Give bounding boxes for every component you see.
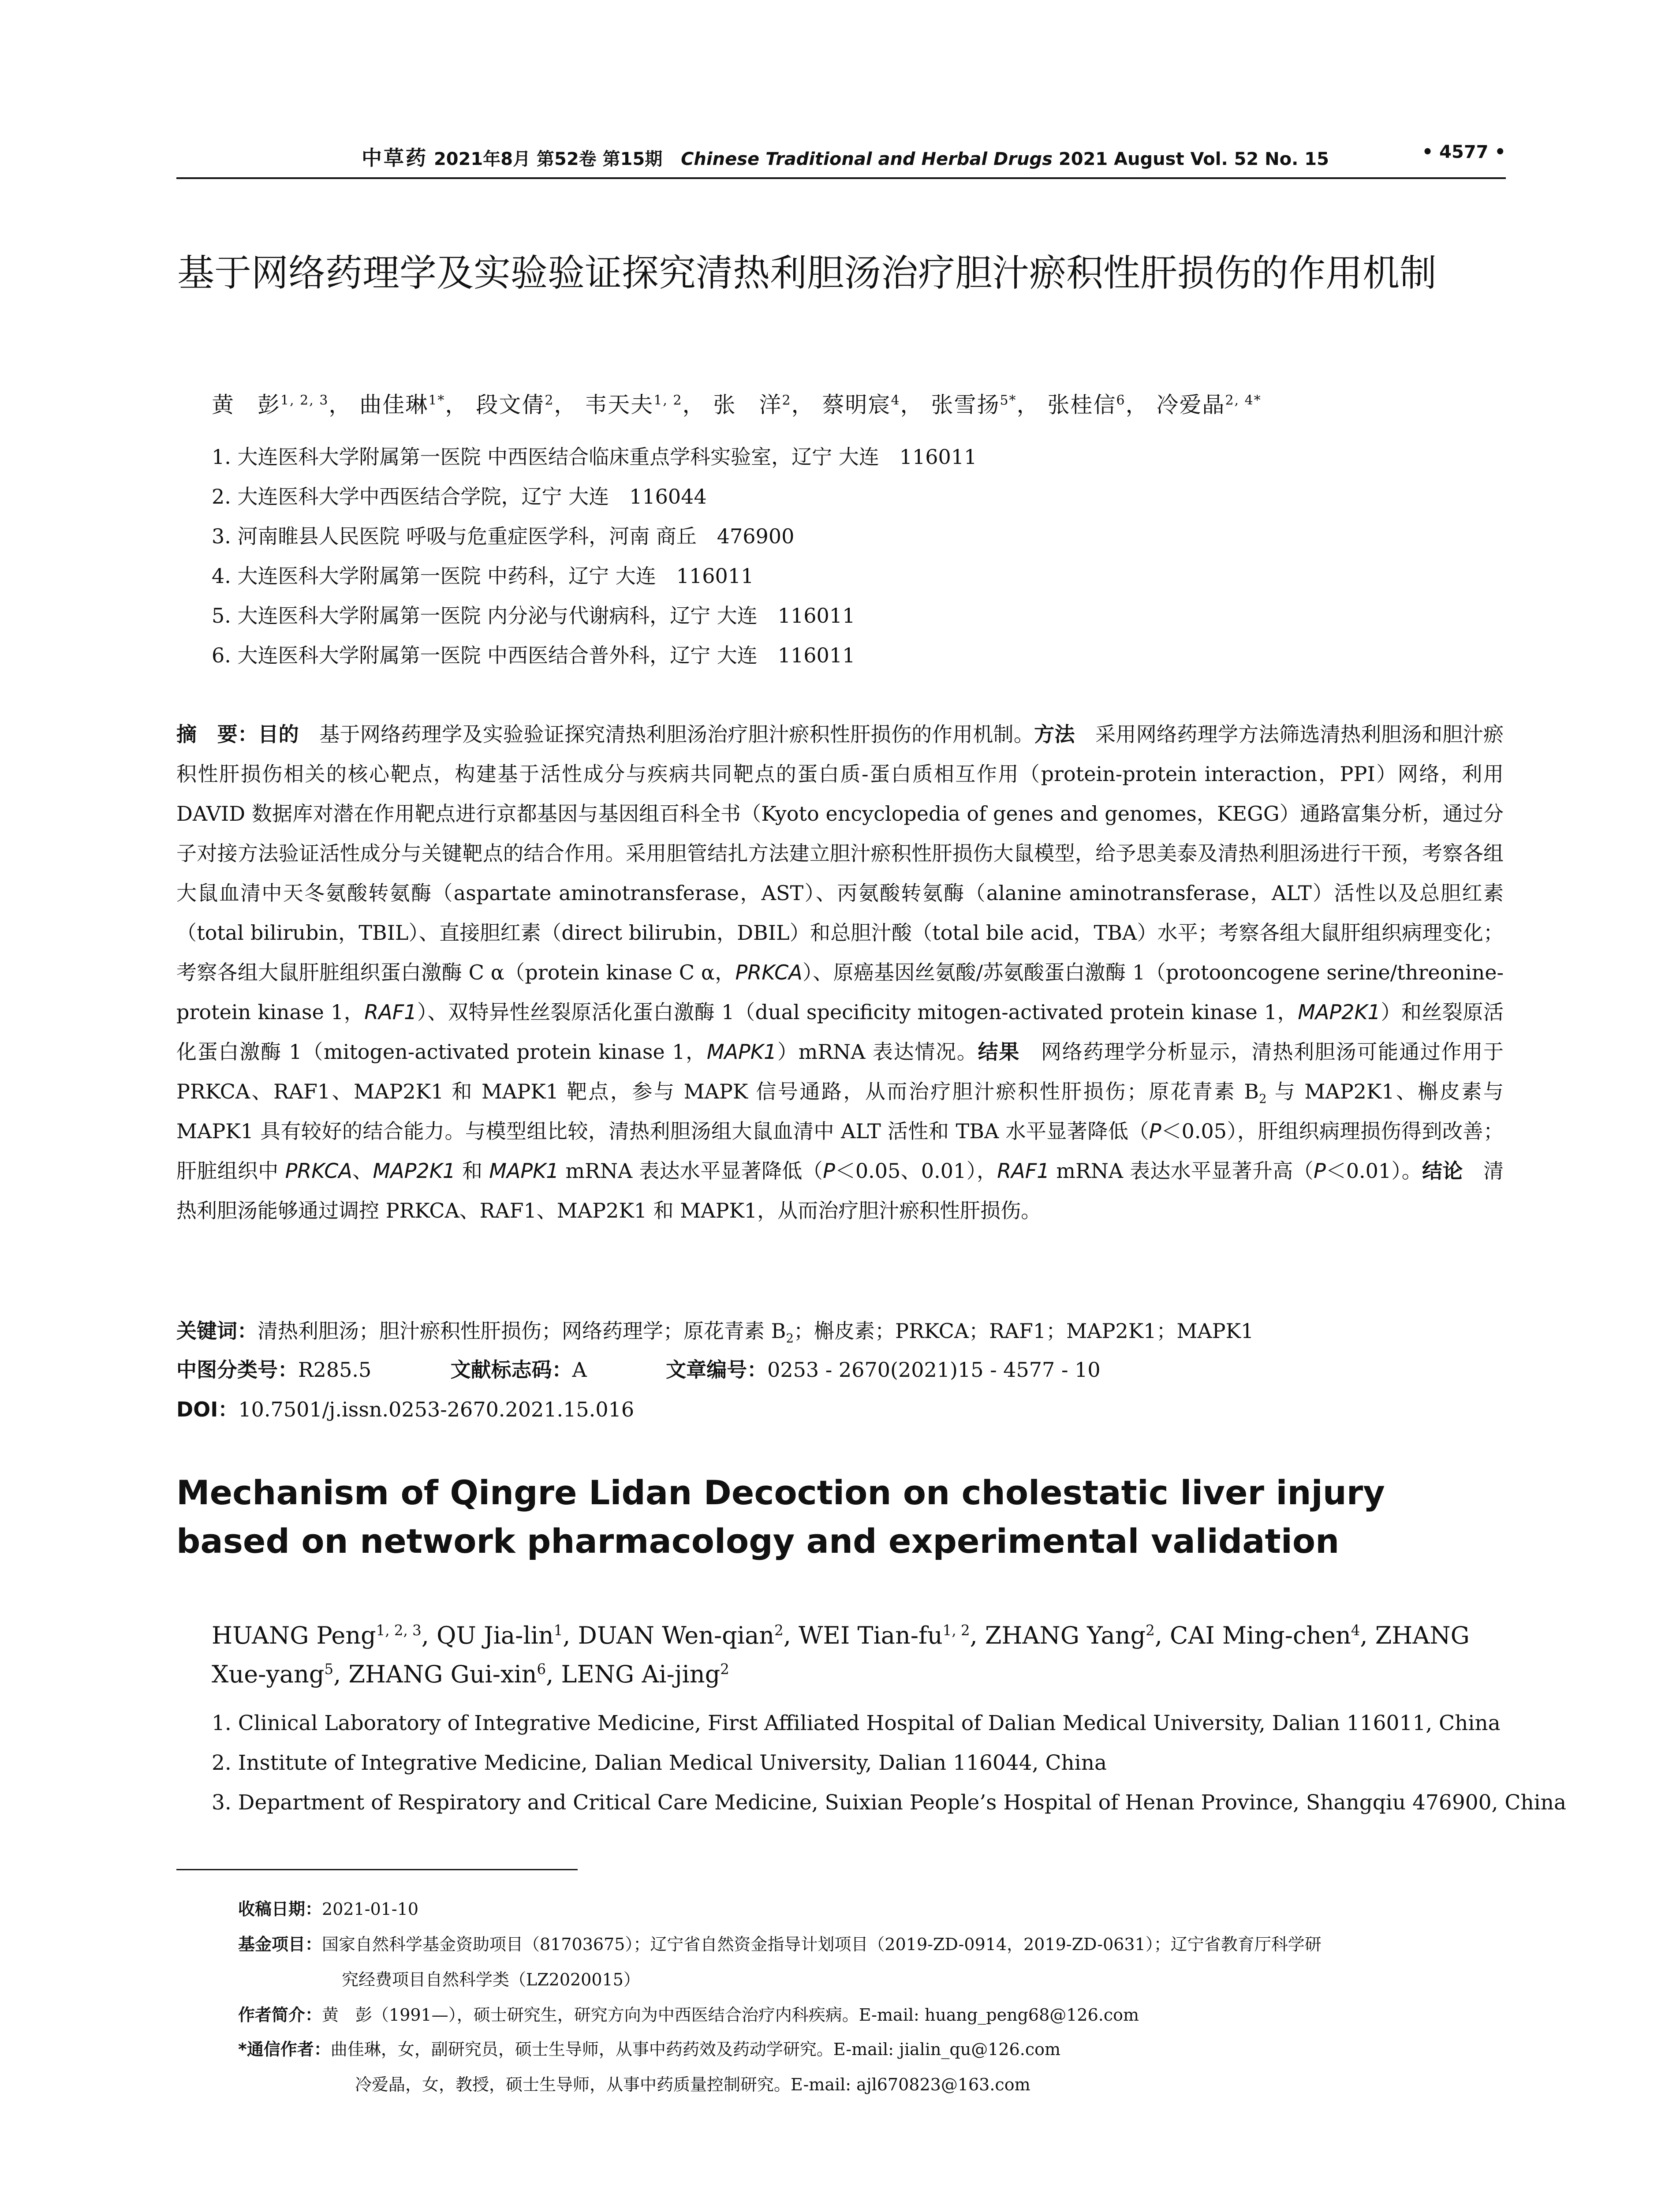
conclusion-text: 清热利胆汤能够通过调控 PRKCA、RAF1、MAP2K1 和 MAPK1，从而治疗胆汁瘀积性肝损伤。 <box>176 1159 1504 1222</box>
author-cn: 冷爱晶$^{2, 4*}$ <box>1156 392 1262 418</box>
p-value-symbol: P <box>1313 1159 1326 1183</box>
conclusion-label: 结论 <box>1422 1159 1463 1183</box>
gene-name: MAP2K1 <box>373 1159 456 1183</box>
subscript: 2 <box>786 1331 794 1346</box>
author-en: ZHANG Gui-xin$^6$ <box>348 1660 546 1688</box>
gene-name: PRKCA <box>285 1159 352 1183</box>
title-en: Mechanism of Qingre Lidan Decoction on cholestatic liver injury based on network pharmacology and experimental validation <box>176 1473 1385 1561</box>
results-text: 、 <box>352 1159 373 1183</box>
keywords-text: ；槲皮素；PRKCA；RAF1；MAP2K1；MAPK1 <box>794 1319 1254 1343</box>
author-en: LENG Ai-jing$^2$ <box>561 1660 729 1688</box>
abstract-label: 摘 要： <box>176 722 258 746</box>
author-en: ZHANG Yang$^2$ <box>985 1622 1155 1649</box>
keywords-text: 清热利胆汤；胆汁瘀积性肝损伤；网络药理学；原花青素 B <box>258 1319 786 1343</box>
doi-row <box>176 1394 634 1423</box>
results-text: 与 MAP2K1、槲皮素与 MAPK1 具有较好的结合能力。与模型组比较，清热利胆汤组大鼠血清中 ALT 活性和 TBA 水平显著降低（ <box>176 1080 1504 1143</box>
author-cn: 段文倩$^2$ <box>476 392 554 418</box>
journal-name-cn: 中草药 <box>362 146 428 170</box>
affiliation-en: 3. Department of Respiratory and Critical Care Medicine, Suixian People’s Hospital of Henan Province, Shangqiu 476900, China <box>212 1790 1566 1815</box>
title-cn: 基于网络药理学及实验验证探究清热利胆汤治疗胆汁瘀积性肝损伤的作用机制 <box>177 251 1437 295</box>
article-number-label: 文章编号： <box>666 1358 768 1382</box>
gene-name: PRKCA <box>735 960 803 984</box>
methods-text: ）mRNA 表达情况。 <box>777 1040 978 1064</box>
affiliation-cn: 6. 大连医科大学附属第一医院 中西医结合普外科，辽宁 大连 116011 <box>212 643 855 667</box>
methods-text: ）、双特异性丝裂原活化蛋白激酶 1（dual specificity mitogen-activated protein kinase 1， <box>417 1000 1298 1024</box>
affiliation-en: 1. Clinical Laboratory of Integrative Medicine, First Affiliated Hospital of Dalian Medical University, Dalian 116011, China <box>212 1711 1501 1735</box>
results-text: ＜0.05、0.01）， <box>835 1159 997 1183</box>
author-en: WEI Tian-fu$^{1, 2}$ <box>799 1622 970 1649</box>
fund-info-cont: 究经费项目自然科学类（LZ2020015） <box>342 1970 640 1989</box>
author-en: ZHANG Xue-yang$^5$ <box>212 1622 1470 1688</box>
keywords-label: 关键词： <box>176 1319 258 1343</box>
journal-name-en: Chinese Traditional and Herbal Drugs <box>681 149 1053 169</box>
gene-name: RAF1 <box>997 1159 1050 1183</box>
authors-en: HUANG Peng$^{1, 2, 3}$, QU Jia-lin$^1$, DUAN Wen-qian$^2$, WEI Tian-fu$^{1, 2}$, ZHANG Yang$^2$, CAI Ming-chen$^4$, ZHANG Xue-yang$^5$, ZHANG Gui-xin$^6$, LENG Ai-jing$^2$ <box>212 1622 1470 1688</box>
results-text: 网络药理学分析显示，清热利胆汤可能通过作用于 PRKCA、RAF1、MAP2K1 和 MAPK1 靶点，参与 MAPK 信号通路，从而治疗胆汁瘀积性肝损伤；原花青素 B <box>176 1040 1504 1103</box>
subscript: 2 <box>1259 1091 1267 1106</box>
p-value-symbol: P <box>1149 1119 1161 1143</box>
fund-info: 基金项目：国家自然科学基金资助项目（81703675）；辽宁省自然资金指导计划项目（2019-ZD-0914，2019-ZD-0631）；辽宁省教育厅科学研 <box>238 1935 1322 1954</box>
methods-text: ）、原癌基因丝氨酸/苏氨酸蛋白激酶 1（protooncogene serine/threonine-protein kinase 1， <box>176 960 1504 1024</box>
affiliation-cn: 3. 河南睢县人民医院 呼吸与危重症医学科，河南 商丘 476900 <box>212 524 795 548</box>
clc-label: 中图分类号： <box>176 1358 298 1382</box>
methods-text: 采用网络药理学方法筛选清热利胆汤和胆汁瘀积性肝损伤相关的核心靶点，构建基于活性成分与疾病共同靶点的蛋白质-蛋白质相互作用（protein-protein interaction，PPI）网络，利用 DAVID 数据库对潜在作用靶点进行京都基因与基因组百科全书（Kyoto encyclopedia of genes and genomes，KEGG）通路富集分析，通过分子对接方法验证活性成分与关键靶点的结合作用。采用胆管结扎方法建立胆汁瘀积性肝损伤大鼠模型，给予思美泰及清热利胆汤进行干预，考察各组大鼠血清中天冬氨酸转氨酶（aspartate aminotransferase，AST）、丙氨酸转氨酶（alanine aminotransferase，ALT）活性以及总胆红素（total bilirubin，TBIL）、直接胆红素（direct bilirubin，DBIL）和总胆汁酸（total bile acid，TBA）水平；考察各组大鼠肝组织病理变化；考察各组大鼠肝脏组织蛋白激酶 C α（protein kinase C α， <box>176 722 1504 984</box>
p-value-symbol: P <box>823 1159 835 1183</box>
affiliation-en: 2. Institute of Integrative Medicine, Dalian Medical University, Dalian 116044, China <box>212 1751 1107 1775</box>
results-text: mRNA 表达水平显著升高（ <box>1049 1159 1314 1183</box>
authors-cn: 黄 彭$^{1, 2, 3}$， 曲佳琳$^{1*}$， 段文倩$^2$， 韦天夫$^{1, 2}$， 张 洋$^2$， 蔡明宸$^4$， 张雪扬$^{5*}$， 张桂信$^6$， 冷爱晶$^{2, 4*}$ <box>212 392 1262 418</box>
results-text: ＜0.01）。 <box>1325 1159 1422 1183</box>
author-cn: 蔡明宸$^4$ <box>822 392 900 418</box>
author-en: DUAN Wen-qian$^2$ <box>578 1622 784 1649</box>
results-text: ＜0.05），肝组织病理损伤得到改善；肝脏组织中 <box>176 1119 1504 1183</box>
author-bio: 作者简介：黄 彭（1991—），硕士研究生，研究方向为中西医结合治疗内科疾病。E-mail: huang_peng68@126.com <box>238 2005 1139 2025</box>
author-cn: 曲佳琳$^{1*}$ <box>359 392 445 418</box>
affiliation-cn: 1. 大连医科大学附属第一医院 中西医结合临床重点学科实验室，辽宁 大连 116011 <box>212 445 977 469</box>
doc-code: A <box>572 1358 587 1382</box>
objective-text: 基于网络药理学及实验验证探究清热利胆汤治疗胆汁瘀积性肝损伤的作用机制。 <box>319 722 1034 746</box>
abstract <box>176 714 1504 1230</box>
gene-name: MAPK1 <box>489 1159 559 1183</box>
author-en: HUANG Peng$^{1, 2, 3}$ <box>212 1622 422 1649</box>
author-cn: 张 洋$^2$ <box>713 392 791 418</box>
author-cn: 张雪扬$^{5*}$ <box>931 392 1017 418</box>
doi-value[interactable]: 10.7501/j.issn.0253-2670.2021.15.016 <box>238 1398 635 1421</box>
doc-code-label: 文献标志码： <box>450 1358 572 1382</box>
methods-label: 方法 <box>1034 722 1075 746</box>
affiliation-cn: 2. 大连医科大学中西医结合学院，辽宁 大连 116044 <box>212 485 707 508</box>
running-header <box>362 142 1329 171</box>
clc-number: R285.5 <box>298 1358 372 1382</box>
gene-name: MAP2K1 <box>1298 1000 1381 1024</box>
classification-row <box>176 1354 1101 1383</box>
page-number: • 4577 • <box>1422 142 1506 162</box>
footnote-rule <box>176 1869 578 1870</box>
article-number: 0253 - 2670(2021)15 - 4577 - 10 <box>767 1358 1101 1382</box>
results-text: mRNA 表达水平显著降低（ <box>559 1159 823 1183</box>
author-cn: 黄 彭$^{1, 2, 3}$ <box>212 392 329 418</box>
doi-label: DOI： <box>176 1398 239 1421</box>
methods-text: ）和丝裂原活化蛋白激酶 1（mitogen-activated protein kinase 1， <box>176 1000 1504 1064</box>
received-date: 收稿日期：2021-01-10 <box>238 1899 419 1919</box>
author-cn: 韦天夫$^{1, 2}$ <box>585 392 683 418</box>
corresponding-author-2: 冷爱晶，女，教授，硕士生导师，从事中药质量控制研究。E-mail: ajl670823@163.com <box>355 2075 1030 2094</box>
corresponding-author: *通信作者：曲佳琳，女，副研究员，硕士生导师，从事中药药效及药动学研究。E-mail: jialin_qu@126.com <box>238 2040 1061 2059</box>
gene-name: RAF1 <box>364 1000 417 1024</box>
results-label: 结果 <box>978 1040 1020 1064</box>
results-text: 和 <box>455 1159 489 1183</box>
author-cn: 张桂信$^6$ <box>1047 392 1126 418</box>
header-rule <box>176 177 1506 179</box>
affiliation-cn: 5. 大连医科大学附属第一医院 内分泌与代谢病科，辽宁 大连 116011 <box>212 604 855 628</box>
author-en: CAI Ming-chen$^4$ <box>1170 1622 1360 1649</box>
issue-cn: 2021年8月 第52卷 第15期 <box>433 149 663 169</box>
affiliation-cn: 4. 大连医科大学附属第一医院 中药科，辽宁 大连 116011 <box>212 564 754 588</box>
author-en: QU Jia-lin$^1$ <box>437 1622 563 1649</box>
issue-en: 2021 August Vol. 52 No. 15 <box>1058 149 1329 169</box>
gene-name: MAPK1 <box>706 1040 777 1064</box>
objective-label: 目的 <box>258 722 299 746</box>
keywords <box>176 1315 1254 1344</box>
